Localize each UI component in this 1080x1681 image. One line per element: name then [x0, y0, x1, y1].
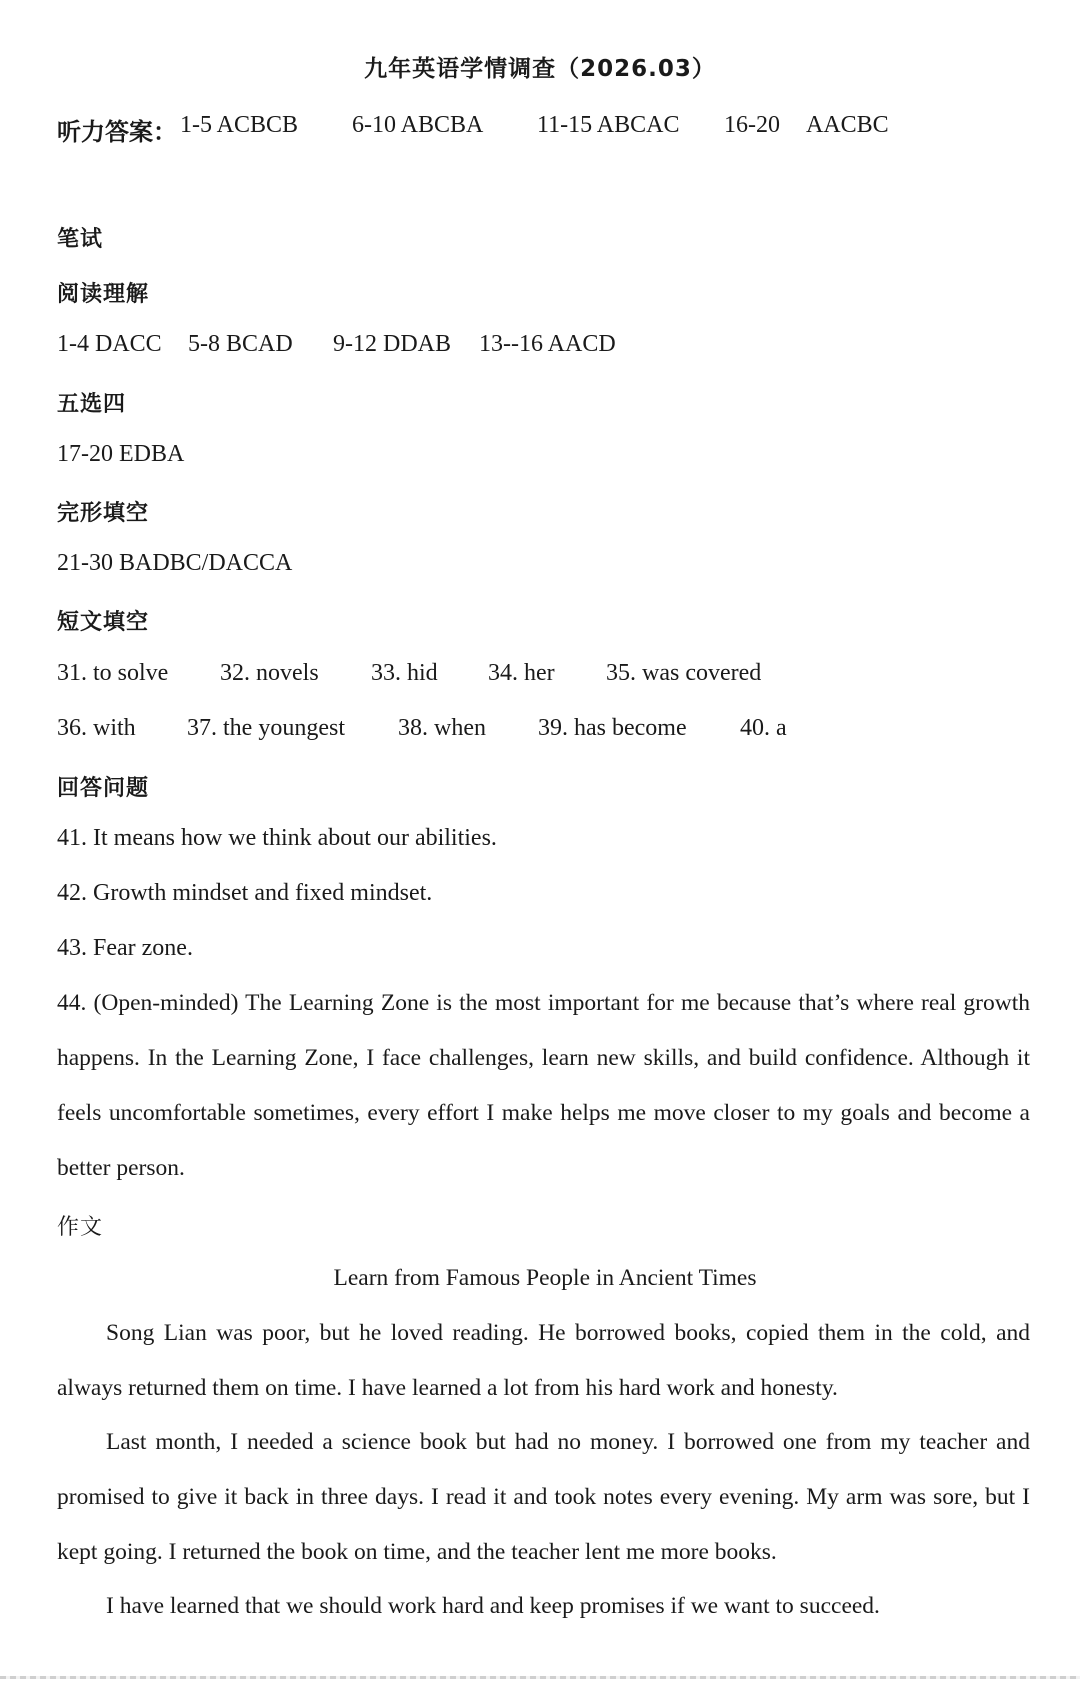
essay-paragraph: Song Lian was poor, but he loved reading. He borrowed books, copied them in the cold, and always returned them on time. I have learned a lot from his hard work and honesty. — [57, 1320, 1030, 1401]
listening-label: 听力答案： — [57, 118, 177, 146]
passage-fill-answer: 35. was covered — [606, 660, 762, 686]
listening-group: 16-20 — [724, 112, 780, 138]
passage-fill-answer: 40. a — [740, 715, 787, 741]
passage-fill-answer: 36. with — [57, 715, 136, 741]
answer-44: 44. (Open-minded) The Learning Zone is the most important for me because that’s where real growth happens. In the Learning Zone, I face challenges, learn new skills, and build confidence. Although it feels uncomfortable sometimes, every effort I make helps me move closer to my goals and become a better person. — [57, 990, 1030, 1181]
reading-heading: 阅读理解 — [57, 282, 150, 307]
listening-group: AACBC — [806, 112, 889, 138]
listening-group: 6-10 ABCBA — [352, 112, 484, 138]
passage-fill-answer: 38. when — [398, 715, 486, 741]
scan-edge-divider — [0, 1676, 1080, 1679]
passage-fill-heading: 短文填空 — [57, 610, 150, 635]
questions-heading: 回答问题 — [57, 776, 150, 801]
page-title: 九年英语学情调查（2026.03） — [364, 56, 716, 82]
essay-paragraph: I have learned that we should work hard and keep promises if we want to succeed. — [106, 1593, 880, 1619]
reading-group: 5-8 BCAD — [188, 331, 293, 357]
passage-fill-answer: 32. novels — [220, 660, 319, 686]
answer-43: 43. Fear zone. — [57, 935, 193, 961]
written-heading: 笔试 — [57, 227, 104, 252]
essay-paragraph: Last month, I needed a science book but had no money. I borrowed one from my teacher and promised to give it back in three days. I read it and took notes every evening. My arm was sore, but I kept going. I returned the book on time, and the teacher lent me more books. — [57, 1429, 1030, 1565]
reading-group: 13--16 AACD — [479, 331, 616, 357]
listening-group: 1-5 ACBCB — [180, 112, 299, 138]
passage-fill-answer: 37. the youngest — [187, 715, 345, 741]
five-choose-four-heading: 五选四 — [57, 392, 127, 417]
reading-group: 1-4 DACC — [57, 331, 162, 357]
cloze-answer: 21-30 BADBC/DACCA — [57, 550, 293, 576]
answer-42: 42. Growth mindset and fixed mindset. — [57, 880, 433, 906]
passage-fill-answer: 39. has become — [538, 715, 687, 741]
passage-fill-answer: 31. to solve — [57, 660, 169, 686]
reading-group: 9-12 DDAB — [333, 331, 451, 357]
essay-title: Learn from Famous People in Ancient Times — [333, 1265, 757, 1291]
passage-fill-answer: 33. hid — [371, 660, 438, 686]
cloze-heading: 完形填空 — [57, 501, 150, 526]
listening-group: 11-15 ABCAC — [537, 112, 680, 138]
five-choose-four-answer: 17-20 EDBA — [57, 441, 185, 467]
answer-41: 41. It means how we think about our abilities. — [57, 825, 497, 851]
composition-heading: 作文 — [57, 1215, 104, 1240]
passage-fill-answer: 34. her — [488, 660, 555, 686]
